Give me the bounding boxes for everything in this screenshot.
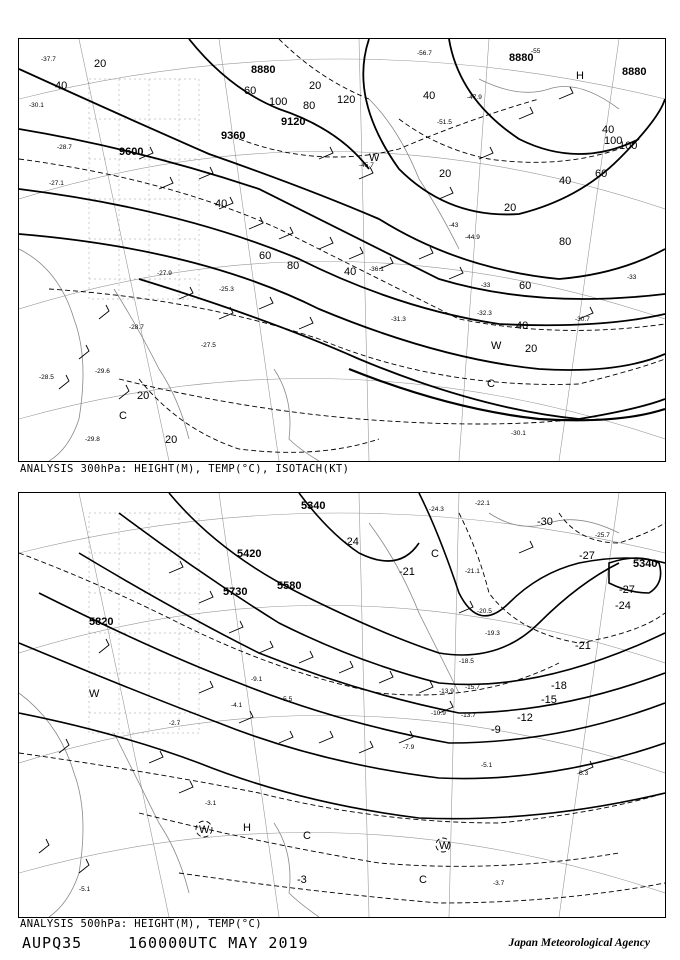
isotherm-label: -3 xyxy=(297,874,307,886)
height-label: 5820 xyxy=(89,616,114,628)
isotach-label: 100 xyxy=(269,96,288,108)
temperature-label: -3.7 xyxy=(493,880,505,887)
cold-center-label: C xyxy=(431,548,439,560)
isotherm-label: -27 xyxy=(619,584,635,596)
cold-center-label: C xyxy=(419,874,427,886)
temperature-label: -32.3 xyxy=(477,310,492,317)
temperature-label: -5.1 xyxy=(79,886,91,893)
isotach-label: 40 xyxy=(55,80,68,92)
temperature-labels xyxy=(79,500,610,893)
temperature-label: -31.3 xyxy=(391,316,406,323)
temperature-label: -47.9 xyxy=(467,94,482,101)
temperature-label: -24.3 xyxy=(429,506,444,513)
coastlines xyxy=(19,79,619,461)
height-label: 5340 xyxy=(301,500,326,512)
temperature-label: -36.1 xyxy=(369,266,384,273)
height-label: 9600 xyxy=(119,146,144,158)
map-300hpa xyxy=(19,39,665,461)
warm-center-label: W xyxy=(89,688,100,700)
temperature-label: -20.5 xyxy=(477,608,492,615)
isotach-label: 20 xyxy=(309,80,322,92)
agency-name: Japan Meteorological Agency xyxy=(508,937,650,949)
temperature-label: -44.9 xyxy=(465,234,480,241)
temperature-label: -30.7 xyxy=(575,316,590,323)
height-label: 8880 xyxy=(622,66,647,78)
cold-center-label: C xyxy=(487,378,495,390)
isotach-label: 40 xyxy=(559,175,572,187)
isotach-label: 20 xyxy=(94,58,107,70)
temperature-label: -25.7 xyxy=(595,532,610,539)
temperature-label: -9.1 xyxy=(251,676,263,683)
temperature-label: -27.1 xyxy=(49,180,64,187)
temperature-label: -56.7 xyxy=(417,50,432,57)
isotach-label: 60 xyxy=(595,168,608,180)
isotherm-label: -21 xyxy=(399,566,415,578)
height-label: 9120 xyxy=(281,116,306,128)
temperature-label: -33 xyxy=(627,274,637,281)
height-label: 8880 xyxy=(509,52,534,64)
isotach-label: 60 xyxy=(519,280,532,292)
chart-300hpa xyxy=(18,38,666,462)
high-center-label: H xyxy=(243,822,251,834)
warm-center-label: W xyxy=(199,824,210,836)
height-label: 8880 xyxy=(251,64,276,76)
warm-center-label: W xyxy=(439,840,450,852)
height-label: 5580 xyxy=(277,580,302,592)
temperature-label: -27.5 xyxy=(201,342,216,349)
height-contours xyxy=(19,493,665,819)
temperature-label: -28.5 xyxy=(39,374,54,381)
isotach-label: 20 xyxy=(165,434,178,446)
temperature-label: -4.1 xyxy=(231,702,243,709)
wind-barbs xyxy=(39,541,593,873)
isotherm-label: -24 xyxy=(343,536,359,548)
temperature-label: -22.1 xyxy=(475,500,490,507)
temperature-label: -45.7 xyxy=(359,162,374,169)
height-label: 5730 xyxy=(223,586,248,598)
isotach-label: 20 xyxy=(504,202,517,214)
isotach-label: 40 xyxy=(516,320,529,332)
isotherm-label: -9 xyxy=(491,724,501,736)
isotach-label: 20 xyxy=(439,168,452,180)
isotherm-label: -27 xyxy=(579,550,595,562)
temperature-label: -15.7 xyxy=(465,684,480,691)
isotach-label: 40 xyxy=(423,90,436,102)
temperature-label: -19.3 xyxy=(485,630,500,637)
warm-center-label: W xyxy=(491,340,502,352)
isotherm-label: -12 xyxy=(517,712,533,724)
temperature-label: -18.5 xyxy=(459,658,474,665)
temperature-label: -27.9 xyxy=(157,270,172,277)
caption-500hpa: ANALYSIS 500hPa: HEIGHT(M), TEMP(°C) xyxy=(20,918,262,930)
isotach-label: 60 xyxy=(244,85,257,97)
temperature-label: -29.6 xyxy=(95,368,110,375)
height-label: 9360 xyxy=(221,130,246,142)
temperature-label: -28.7 xyxy=(129,324,144,331)
temperature-label: -2.7 xyxy=(169,720,181,727)
temperature-label: -33 xyxy=(481,282,491,289)
temperature-label: -25.3 xyxy=(219,286,234,293)
cold-center-label: C xyxy=(119,410,127,422)
temperature-label: -29.8 xyxy=(85,436,100,443)
isotach-label: 40 xyxy=(344,266,357,278)
temperature-label: -21.1 xyxy=(465,568,480,575)
analysis-grid-box xyxy=(89,79,199,299)
isotherm-contours xyxy=(19,513,665,903)
isotach-label: 120 xyxy=(337,94,356,106)
temperature-label: -28.7 xyxy=(57,144,72,151)
isotach-label: 20 xyxy=(137,390,150,402)
isotherm-label: -21 xyxy=(575,640,591,652)
isotherm-label: -30 xyxy=(537,516,553,528)
temperature-label: -13.7 xyxy=(461,712,476,719)
map-500hpa xyxy=(19,493,665,917)
isotach-label: 40 xyxy=(602,124,615,136)
warm-center-label: W xyxy=(369,152,380,164)
isotach-label: 80 xyxy=(287,260,300,272)
isotherm-label: -24 xyxy=(615,600,631,612)
high-center-label: H xyxy=(576,70,584,82)
isotach-label: 20 xyxy=(525,343,538,355)
isotach-label: 80 xyxy=(303,100,316,112)
isotherm-label: -18 xyxy=(551,680,567,692)
temperature-label: -13.9 xyxy=(439,688,454,695)
height-label: 5420 xyxy=(237,548,262,560)
temperature-label: -6.3 xyxy=(577,770,589,777)
chart-code: AUPQ35 xyxy=(22,934,83,952)
temperature-label: -3.1 xyxy=(205,800,217,807)
graticule xyxy=(19,493,665,917)
temperature-label: -55 xyxy=(531,48,541,55)
chart-500hpa xyxy=(18,492,666,918)
temperature-label: -37.7 xyxy=(41,56,56,63)
temperature-label: -30.1 xyxy=(511,430,526,437)
temperature-label: -51.5 xyxy=(437,119,452,126)
cold-center-label: C xyxy=(303,830,311,842)
isotherm-label: -15 xyxy=(541,694,557,706)
temperature-labels xyxy=(29,48,637,443)
isotach-label: 40 xyxy=(215,198,228,210)
temperature-label: -5.5 xyxy=(281,696,293,703)
temperature-label: -30.1 xyxy=(29,102,44,109)
isotach-label: 80 xyxy=(559,236,572,248)
valid-time: 160000UTC MAY 2019 xyxy=(128,934,309,952)
isotach-label: 100 xyxy=(604,135,623,147)
height-label: 5340 xyxy=(633,558,658,570)
temperature-label: -43 xyxy=(449,222,459,229)
temperature-label: -10.9 xyxy=(431,710,446,717)
isotach-label: 60 xyxy=(259,250,272,262)
temperature-label: -7.9 xyxy=(403,744,415,751)
isotach-label: 100 xyxy=(619,140,638,152)
isotach-labels xyxy=(55,58,637,446)
temperature-label: -5.1 xyxy=(481,762,493,769)
caption-300hpa: ANALYSIS 300hPa: HEIGHT(M), TEMP(°C), ISOTACH(KT) xyxy=(20,463,350,475)
